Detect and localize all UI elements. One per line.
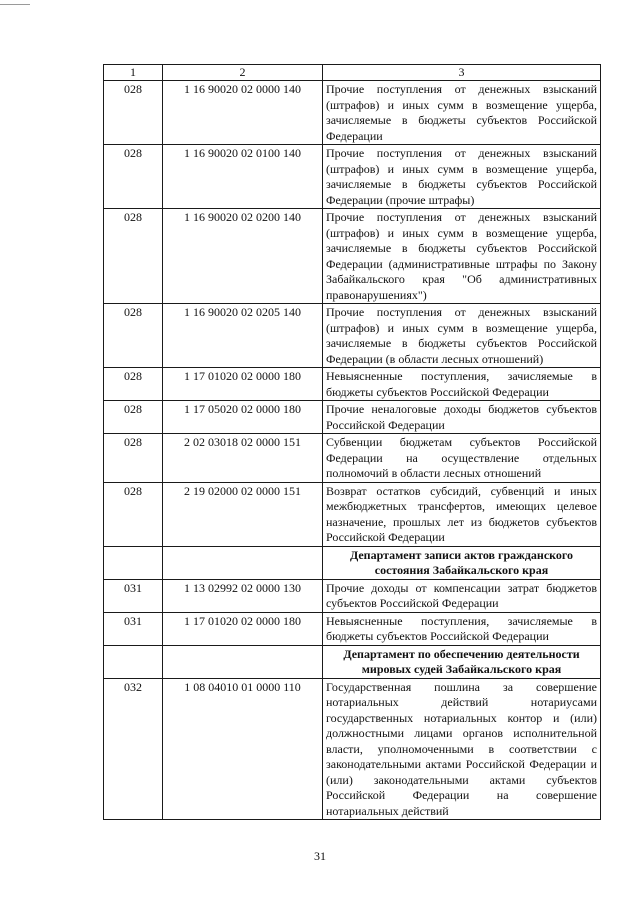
admin-code-cell: 028 [104,482,163,546]
table-row [104,209,601,304]
description-cell: Невыясненные поступления, зачисляемые в бюджеты субъектов Российской Федерации [323,612,601,645]
scan-edge-mark [0,4,30,5]
admin-code-cell: 028 [104,401,163,434]
description-cell: Прочие поступления от денежных взысканий (штрафов) и иных сумм в возмещение ущерба, зачисляемые в бюджеты субъектов Российской Федерации (административные штрафы по Закону Забайкальского края "Об административных правонарушениях") [323,209,601,304]
table-row [104,304,601,368]
table-row [104,145,601,209]
admin-code-cell [104,546,163,579]
revenue-code-cell: 1 16 90020 02 0205 140 [163,304,323,368]
table-row [104,81,601,145]
admin-code-cell: 032 [104,678,163,820]
revenue-code-cell: 1 17 05020 02 0000 180 [163,401,323,434]
page-number: 31 [314,849,326,863]
table-row [104,368,601,401]
description-cell: Прочие неналоговые доходы бюджетов субъектов Российской Федерации [323,401,601,434]
description-cell: Прочие поступления от денежных взысканий (штрафов) и иных сумм в возмещение ущерба, зачисляемые в бюджеты субъектов Российской Федерации (прочие штрафы) [323,145,601,209]
department-heading-row [104,645,601,678]
table-row [104,401,601,434]
department-name-cell: Департамент записи актов гражданского состояния Забайкальского края [323,546,601,579]
revenue-code-cell: 1 17 01020 02 0000 180 [163,368,323,401]
description-cell: Невыясненные поступления, зачисляемые в бюджеты субъектов Российской Федерации [323,368,601,401]
admin-code-cell [104,645,163,678]
department-heading-row [104,546,601,579]
table-row [104,579,601,612]
admin-code-cell: 031 [104,612,163,645]
table-row [104,678,601,820]
admin-code-cell: 028 [104,145,163,209]
header-col-1: 1 [104,65,163,81]
admin-code-cell: 028 [104,434,163,483]
table-row [104,434,601,483]
description-cell: Прочие доходы от компенсации затрат бюджетов субъектов Российской Федерации [323,579,601,612]
revenue-code-cell: 2 19 02000 02 0000 151 [163,482,323,546]
table-row [104,612,601,645]
revenue-code-cell: 1 08 04010 01 0000 110 [163,678,323,820]
admin-code-cell: 031 [104,579,163,612]
description-cell: Субвенции бюджетам субъектов Российской Федерации на осуществление отдельных полномочий в области лесных отношений [323,434,601,483]
revenue-code-cell: 2 02 03018 02 0000 151 [163,434,323,483]
table-row [104,482,601,546]
description-cell: Прочие поступления от денежных взысканий (штрафов) и иных сумм в возмещение ущерба, зачисляемые в бюджеты субъектов Российской Федерации (в области лесных отношений) [323,304,601,368]
header-col-3: 3 [323,65,601,81]
admin-code-cell: 028 [104,368,163,401]
description-cell: Прочие поступления от денежных взысканий (штрафов) и иных сумм в возмещение ущерба, зачисляемые в бюджеты субъектов Российской Федерации [323,81,601,145]
revenue-code-cell: 1 16 90020 02 0200 140 [163,209,323,304]
admin-code-cell: 028 [104,209,163,304]
admin-code-cell: 028 [104,304,163,368]
department-name-cell: Департамент по обеспечению деятельности мировых судей Забайкальского края [323,645,601,678]
revenue-code-cell: 1 16 90020 02 0100 140 [163,145,323,209]
header-col-2: 2 [163,65,323,81]
revenue-code-cell: 1 13 02992 02 0000 130 [163,579,323,612]
revenue-code-cell: 1 17 01020 02 0000 180 [163,612,323,645]
admin-code-cell: 028 [104,81,163,145]
revenue-codes-table [103,64,601,820]
description-cell: Государственная пошлина за совершение нотариальных действий нотариусами государственных нотариальных контор и (или) должностными лицами органов исполнительной власти, уполномоченными в соответствии с законодательными актами Российской Федерации и (или) законодательными актами субъектов Российской Федерации на совершение нотариальных действий [323,678,601,820]
revenue-code-cell [163,546,323,579]
revenue-code-cell: 1 16 90020 02 0000 140 [163,81,323,145]
description-cell: Возврат остатков субсидий, субвенций и иных межбюджетных трансфертов, имеющих целевое назначение, прошлых лет из бюджетов субъектов Российской Федерации [323,482,601,546]
revenue-code-cell [163,645,323,678]
table-header-row [104,65,601,81]
